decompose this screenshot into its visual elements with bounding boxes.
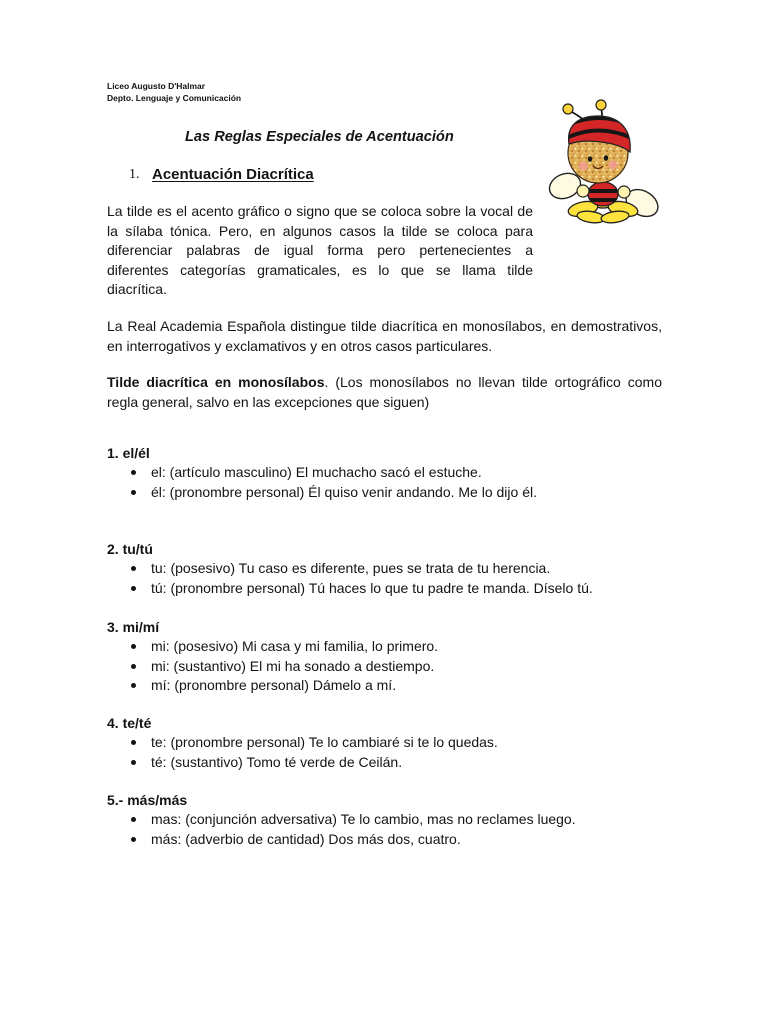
pair-block-tu (107, 540, 667, 598)
intro-paragraph (107, 202, 533, 300)
paragraph-line: diferenciar palabras de igual forma pero pertenecientes a (107, 242, 533, 258)
pair-block-el (107, 444, 667, 502)
pair-block-mi (107, 618, 667, 696)
paragraph-line: la sílaba tónica. Pero, en algunos casos la tilde se coloca para (107, 222, 533, 239)
example-text: mi: (posesivo) Mi casa y mi familia, lo primero. (151, 638, 439, 655)
pair-block-mas (107, 791, 667, 849)
pair-heading: 1. el/él (107, 445, 150, 461)
example-text: más: (adverbio de cantidad) Dos más dos, cuatro. (151, 830, 461, 847)
pair-heading: 4. te/té (107, 715, 152, 731)
example-text: el: (artículo masculino) El muchacho sacó el estuche. (151, 464, 482, 481)
bee-illustration (546, 98, 662, 224)
example-item (107, 830, 667, 849)
example-text: tú: (pronombre personal) Tú haces lo que tu padre te manda. Díselo tú. (151, 579, 593, 596)
rae-paragraph (107, 317, 662, 356)
example-text: te: (pronombre personal) Te lo cambiaré si te lo quedas. (151, 734, 498, 751)
bullet-marker (131, 740, 136, 745)
bullet-marker (131, 586, 136, 591)
bullet-marker (131, 760, 136, 765)
example-item (107, 483, 667, 502)
pair-heading: 5.- más/más (107, 792, 188, 808)
example-text: tu: (posesivo) Tu caso es diferente, pues se trata de tu herencia. (151, 560, 551, 577)
antenna-ball-left (563, 104, 573, 114)
bullet-marker (131, 490, 136, 495)
department-name: Depto. Lenguaje y Comunicación (107, 93, 242, 103)
example-text: mi: (sustantivo) El mi ha sonado a destiempo. (151, 657, 435, 674)
example-item (107, 733, 667, 752)
paragraph-line: regla general, salvo en las excepciones que siguen) (107, 393, 430, 410)
section-heading: Acentuación Diacrítica (152, 166, 314, 183)
school-name: Liceo Augusto D'Halmar (107, 81, 206, 91)
bullet-marker (131, 817, 136, 822)
example-text: mí: (pronombre personal) Dámelo a mí. (151, 677, 397, 694)
example-item (107, 753, 667, 772)
monosyllables-lead: Tilde diacrítica en monosílabos (107, 374, 325, 390)
pair-heading: 3. mi/mí (107, 619, 160, 635)
example-item (107, 637, 667, 656)
paragraph-line: La tilde es el acento gráfico o signo que se coloca sobre la vocal de (107, 203, 533, 219)
example-text: mas: (conjunción adversativa) Te lo cambio, mas no reclames luego. (151, 811, 576, 828)
monosyllables-line-rest: . (Los monosílabos no llevan tilde ortográfico como (324, 374, 662, 390)
example-item (107, 579, 667, 598)
pair-heading: 2. tu/tú (107, 541, 153, 557)
bullet-marker (131, 664, 136, 669)
paragraph-line (107, 373, 662, 393)
example-text: té: (sustantivo) Tomo té verde de Ceilán. (151, 753, 403, 770)
example-item (107, 676, 667, 695)
paragraph-line: diferentes categorías gramaticales, es lo que se llama tilde (107, 261, 533, 278)
example-item (107, 463, 667, 482)
paragraph-line: en interrogativos y exclamativos y en otros casos particulares. (107, 337, 493, 354)
bullet-marker (131, 470, 136, 475)
example-item (107, 657, 667, 676)
bullet-marker (131, 566, 136, 571)
section-number: 1. (129, 167, 140, 182)
bullet-marker (131, 683, 136, 688)
bullet-marker (131, 837, 136, 842)
page-title: Las Reglas Especiales de Acentuación (185, 129, 454, 145)
pair-block-te (107, 714, 667, 772)
paragraph-line: diacrítica. (107, 281, 167, 297)
monosyllables-paragraph (107, 373, 662, 412)
paragraph-line: La Real Academia Española distingue tilde diacrítica en monosílabos, en demostrativos, (107, 318, 662, 334)
example-item (107, 559, 667, 578)
bullet-marker (131, 644, 136, 649)
example-item (107, 810, 667, 829)
example-text: él: (pronombre personal) Él quiso venir andando. Me lo dijo él. (151, 483, 537, 500)
antenna-ball-right (596, 100, 606, 110)
